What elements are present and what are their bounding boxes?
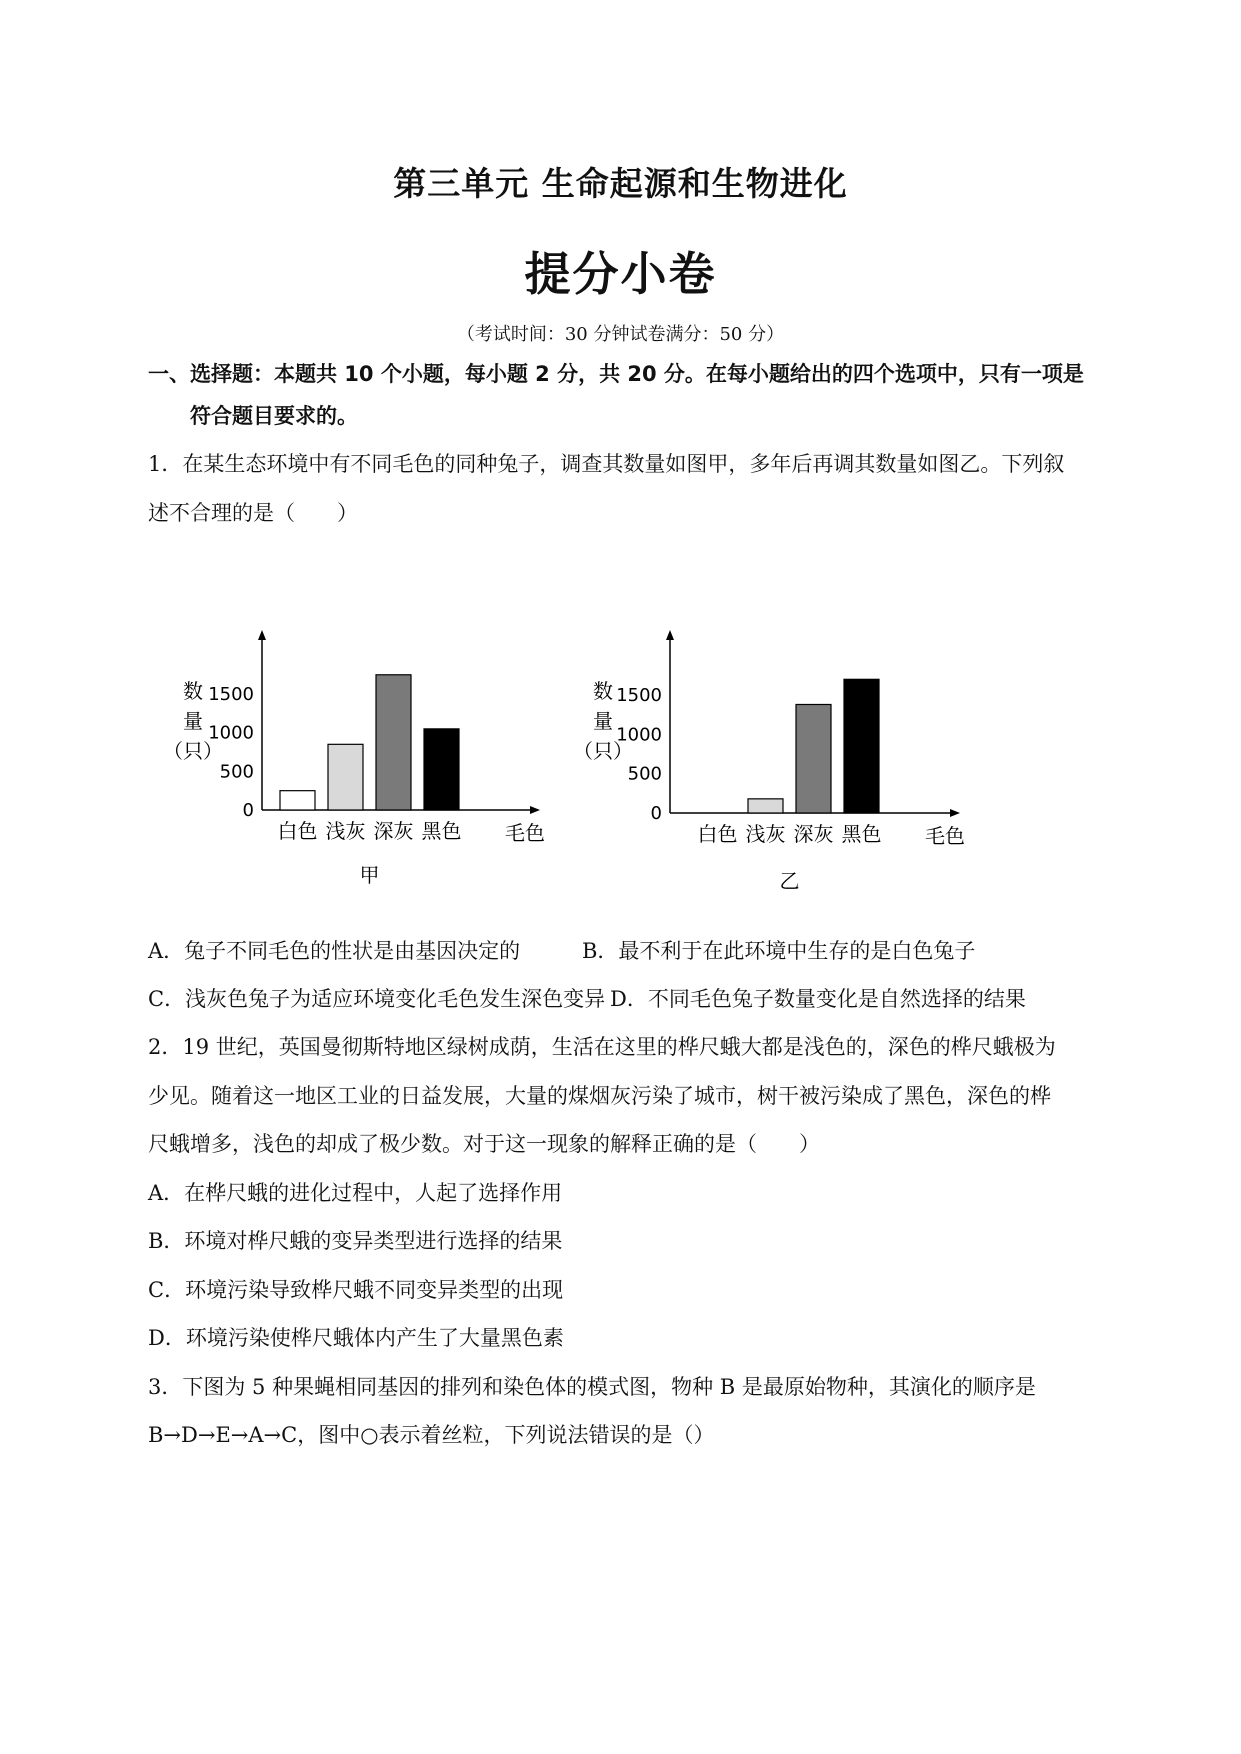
question-1-stem-line1: 1．在某生态环境中有不同毛色的同种兔子，调查其数量如图甲，多年后再调其数量如图乙。下列叙 — [148, 452, 1065, 476]
question-3-stem-line1: 3．下图为 5 种果蝇相同基因的排列和染色体的模式图，物种 B 是最原始物种，其演化的顺序是 — [148, 1375, 1036, 1399]
question-2-option-a[interactable]: A．在桦尺蛾的进化过程中，人起了选择作用 — [148, 1181, 563, 1205]
chart-2-y-label: 数 — [593, 679, 613, 703]
chart-2-bar — [796, 704, 831, 813]
chart-2-y-axis-arrow — [666, 630, 674, 640]
question-1-option-a[interactable]: A．兔子不同毛色的性状是由基因决定的 — [148, 939, 521, 963]
question-2-option-d[interactable]: D．环境污染使桦尺蛾体内产生了大量黑色素 — [148, 1326, 564, 1350]
chart-2-x-tick-label: 白色 — [697, 822, 738, 846]
chart-1-x-tick-label: 深灰 — [373, 819, 414, 843]
exam-info: （考试时间：30 分钟试卷满分：50 分） — [456, 324, 785, 345]
chart-2-y-tick-label: 1000 — [616, 724, 662, 746]
chart-1-bar — [376, 675, 411, 810]
bar-charts — [150, 610, 970, 910]
chart-1-bar — [280, 791, 315, 810]
chart-2-y-label: （只） — [573, 739, 633, 763]
section-heading-line1: 一、选择题：本题共 10 个小题，每小题 2 分，共 20 分。在每小题给出的四个选项中，只有一项是 — [148, 362, 1084, 386]
chart-2-y-tick-label: 500 — [627, 763, 662, 785]
question-3-stem-line2: B→D→E→A→C，图中○表示着丝粒，下列说法错误的是（） — [148, 1423, 715, 1447]
chart-1-y-axis-arrow — [258, 630, 266, 640]
chart-1-bar — [424, 729, 459, 810]
chart-2-bar — [844, 679, 879, 813]
chart-1-y-tick-label: 500 — [219, 761, 254, 783]
chart-2-x-tick-label: 黑色 — [841, 822, 882, 846]
chart-2-y-tick-label: 0 — [650, 803, 662, 824]
chart-1-x-label: 毛色 — [505, 821, 545, 845]
question-1-option-c[interactable]: C．浅灰色兔子为适应环境变化毛色发生深色变异 — [148, 987, 606, 1011]
question-1-option-d[interactable]: D．不同毛色兔子数量变化是自然选择的结果 — [610, 987, 1026, 1011]
chart-1-y-tick-label: 1000 — [208, 722, 254, 744]
question-2-option-b[interactable]: B．环境对桦尺蛾的变异类型进行选择的结果 — [148, 1229, 563, 1253]
section-heading-line2: 符合题目要求的。 — [190, 404, 358, 428]
question-1-stem-line2: 述不合理的是（ ） — [148, 501, 358, 525]
chart-1-x-tick-label: 白色 — [277, 819, 318, 843]
question-2-stem-line2: 少见。随着这一地区工业的日益发展，大量的煤烟灰污染了城市，树干被污染成了黑色，深色的桦 — [148, 1084, 1051, 1108]
question-1-option-b[interactable]: B．最不利于在此环境中生存的是白色兔子 — [582, 939, 976, 963]
chart-1-y-tick-label: 0 — [242, 800, 254, 821]
question-2-stem-line1: 2．19 世纪，英国曼彻斯特地区绿树成荫，生活在这里的桦尺蛾大都是浅色的，深色的桦尺蛾极为 — [148, 1035, 1056, 1059]
chart-2-bar — [748, 799, 783, 813]
chart-1-bar — [328, 744, 363, 810]
chart-1-x-tick-label: 浅灰 — [325, 819, 366, 843]
page-title: 提分小卷 — [524, 247, 717, 301]
question-2-option-c[interactable]: C．环境污染导致桦尺蛾不同变异类型的出现 — [148, 1278, 564, 1302]
chart-2-caption: 乙 — [779, 869, 800, 893]
chart-1-caption: 甲 — [359, 863, 380, 887]
chart-1-y-label: （只） — [163, 739, 223, 763]
chart-2-x-axis-arrow — [950, 809, 960, 817]
question-1-figure — [150, 610, 970, 910]
chart-1-x-tick-label: 黑色 — [421, 819, 462, 843]
unit-title: 第三单元 生命起源和生物进化 — [393, 164, 848, 203]
question-2-stem-line3: 尺蛾增多，浅色的却成了极少数。对于这一现象的解释正确的是（ ） — [148, 1132, 820, 1156]
chart-1-y-tick-label: 1500 — [208, 684, 254, 706]
chart-1-y-label: 量 — [183, 709, 203, 733]
chart-1-x-axis-arrow — [530, 806, 540, 814]
chart-2-x-tick-label: 深灰 — [793, 822, 834, 846]
chart-2-y-label: 量 — [593, 709, 613, 733]
chart-2-y-tick-label: 1500 — [616, 685, 662, 707]
chart-2-x-tick-label: 浅灰 — [745, 822, 786, 846]
chart-1-y-label: 数 — [183, 679, 203, 703]
chart-2-x-label: 毛色 — [925, 824, 965, 848]
